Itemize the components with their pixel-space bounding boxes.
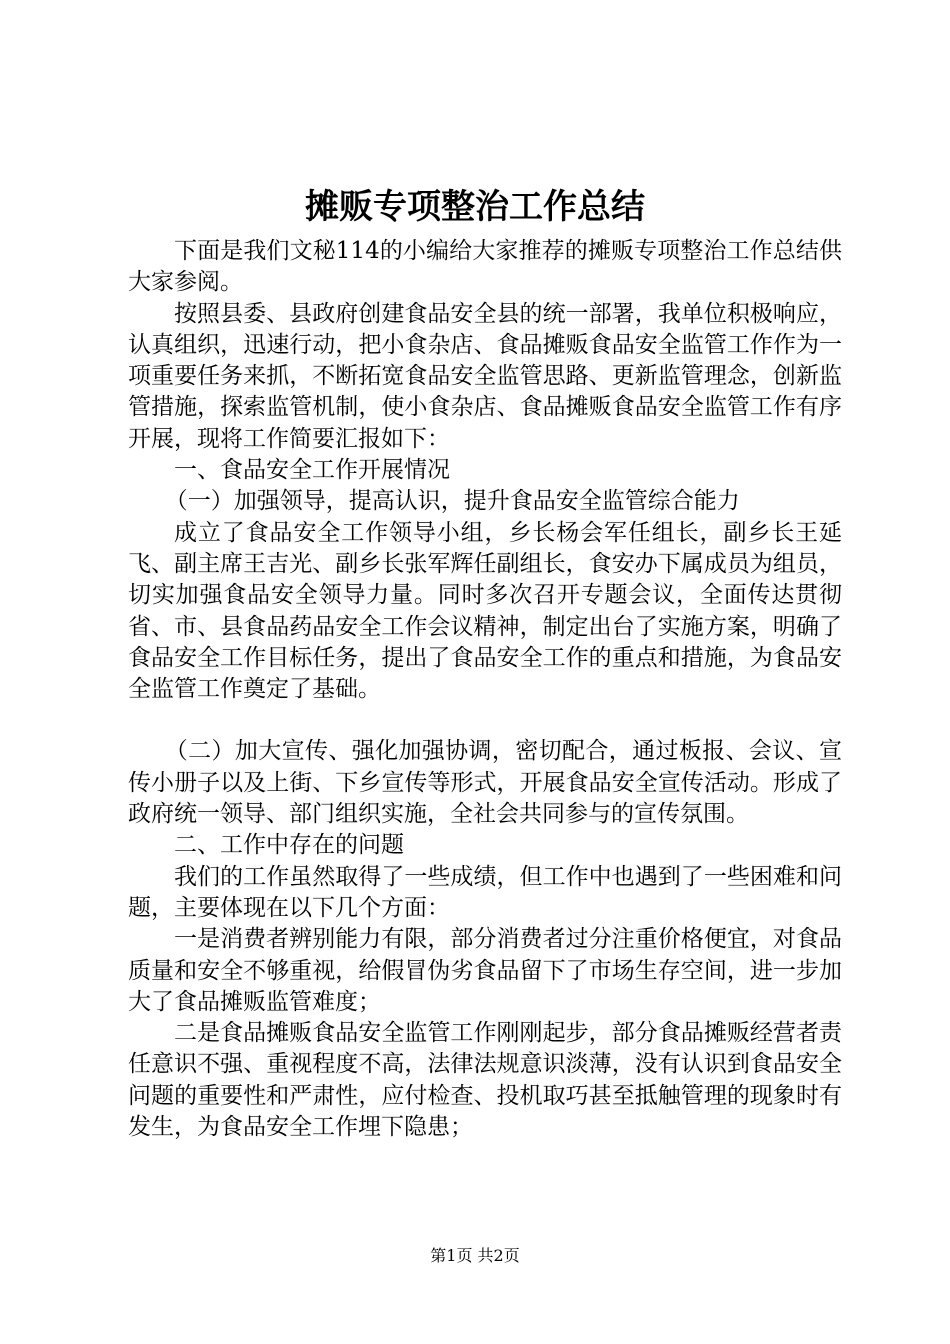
document-title: 摊贩专项整治工作总结 [305, 187, 645, 227]
paragraph-problem-1: 一是消费者辨别能力有限，部分消费者过分注重价格便宜，对食品质量和安全不够重视，给假冒伪劣食品留下了市场生存空间，进一步加大了食品摊贩监管难度； [128, 926, 842, 1015]
page-footer: 第1页 共2页 [430, 1246, 520, 1265]
document-body [128, 236, 842, 1143]
paragraph-leadership: 成立了食品安全工作领导小组，乡长杨会军任组长，副乡长王延飞、副主席王吉光、副乡长张军辉任副组长，食安办下属成员为组员，切实加强食品安全领导力量。同时多次召开专题会议，全面传达贯彻省、市、县食品药品安全工作会议精神，制定出台了实施方案，明确了食品安全工作目标任务，提出了食品安全工作的重点和措施，为食品安全监管工作奠定了基础。 [128, 519, 842, 703]
paragraph-intro: 下面是我们文秘114的小编给大家推荐的摊贩专项整治工作总结供大家参阅。 [128, 238, 842, 296]
subsection-heading-1: （一）加强领导，提高认识，提升食品安全监管综合能力 [164, 488, 740, 515]
paragraph-problems-intro: 我们的工作虽然取得了一些成绩，但工作中也遇到了一些困难和问题，主要体现在以下几个方面： [128, 863, 842, 921]
paragraph-publicity: （二）加大宣传、强化加强协调，密切配合，通过板报、会议、宣传小册子以及上街、下乡宣传等形式，开展食品安全宣传活动。形成了政府统一领导、部门组织实施，全社会共同参与的宣传氛围。 [128, 738, 842, 828]
section-heading-2: 二、工作中存在的问题 [174, 832, 404, 859]
section-heading-1: 一、食品安全工作开展情况 [174, 457, 450, 484]
paragraph-overview: 按照县委、县政府创建食品安全县的统一部署，我单位积极响应，认真组织，迅速行动，把小食杂店、食品摊贩食品安全监管工作作为一项重要任务来抓，不断拓宽食品安全监管思路、更新监管理念，创新监管措施，探索监管机制，使小食杂店、食品摊贩食品安全监管工作有序开展，现将工作简要汇报如下： [128, 300, 842, 452]
paragraph-problem-2: 二是食品摊贩食品安全监管工作刚刚起步，部分食品摊贩经营者责任意识不强、重视程度不高，法律法规意识淡薄，没有认识到食品安全问题的重要性和严肃性，应付检查、投机取巧甚至抵触管理的现象时有发生，为食品安全工作埋下隐患； [128, 1020, 842, 1141]
